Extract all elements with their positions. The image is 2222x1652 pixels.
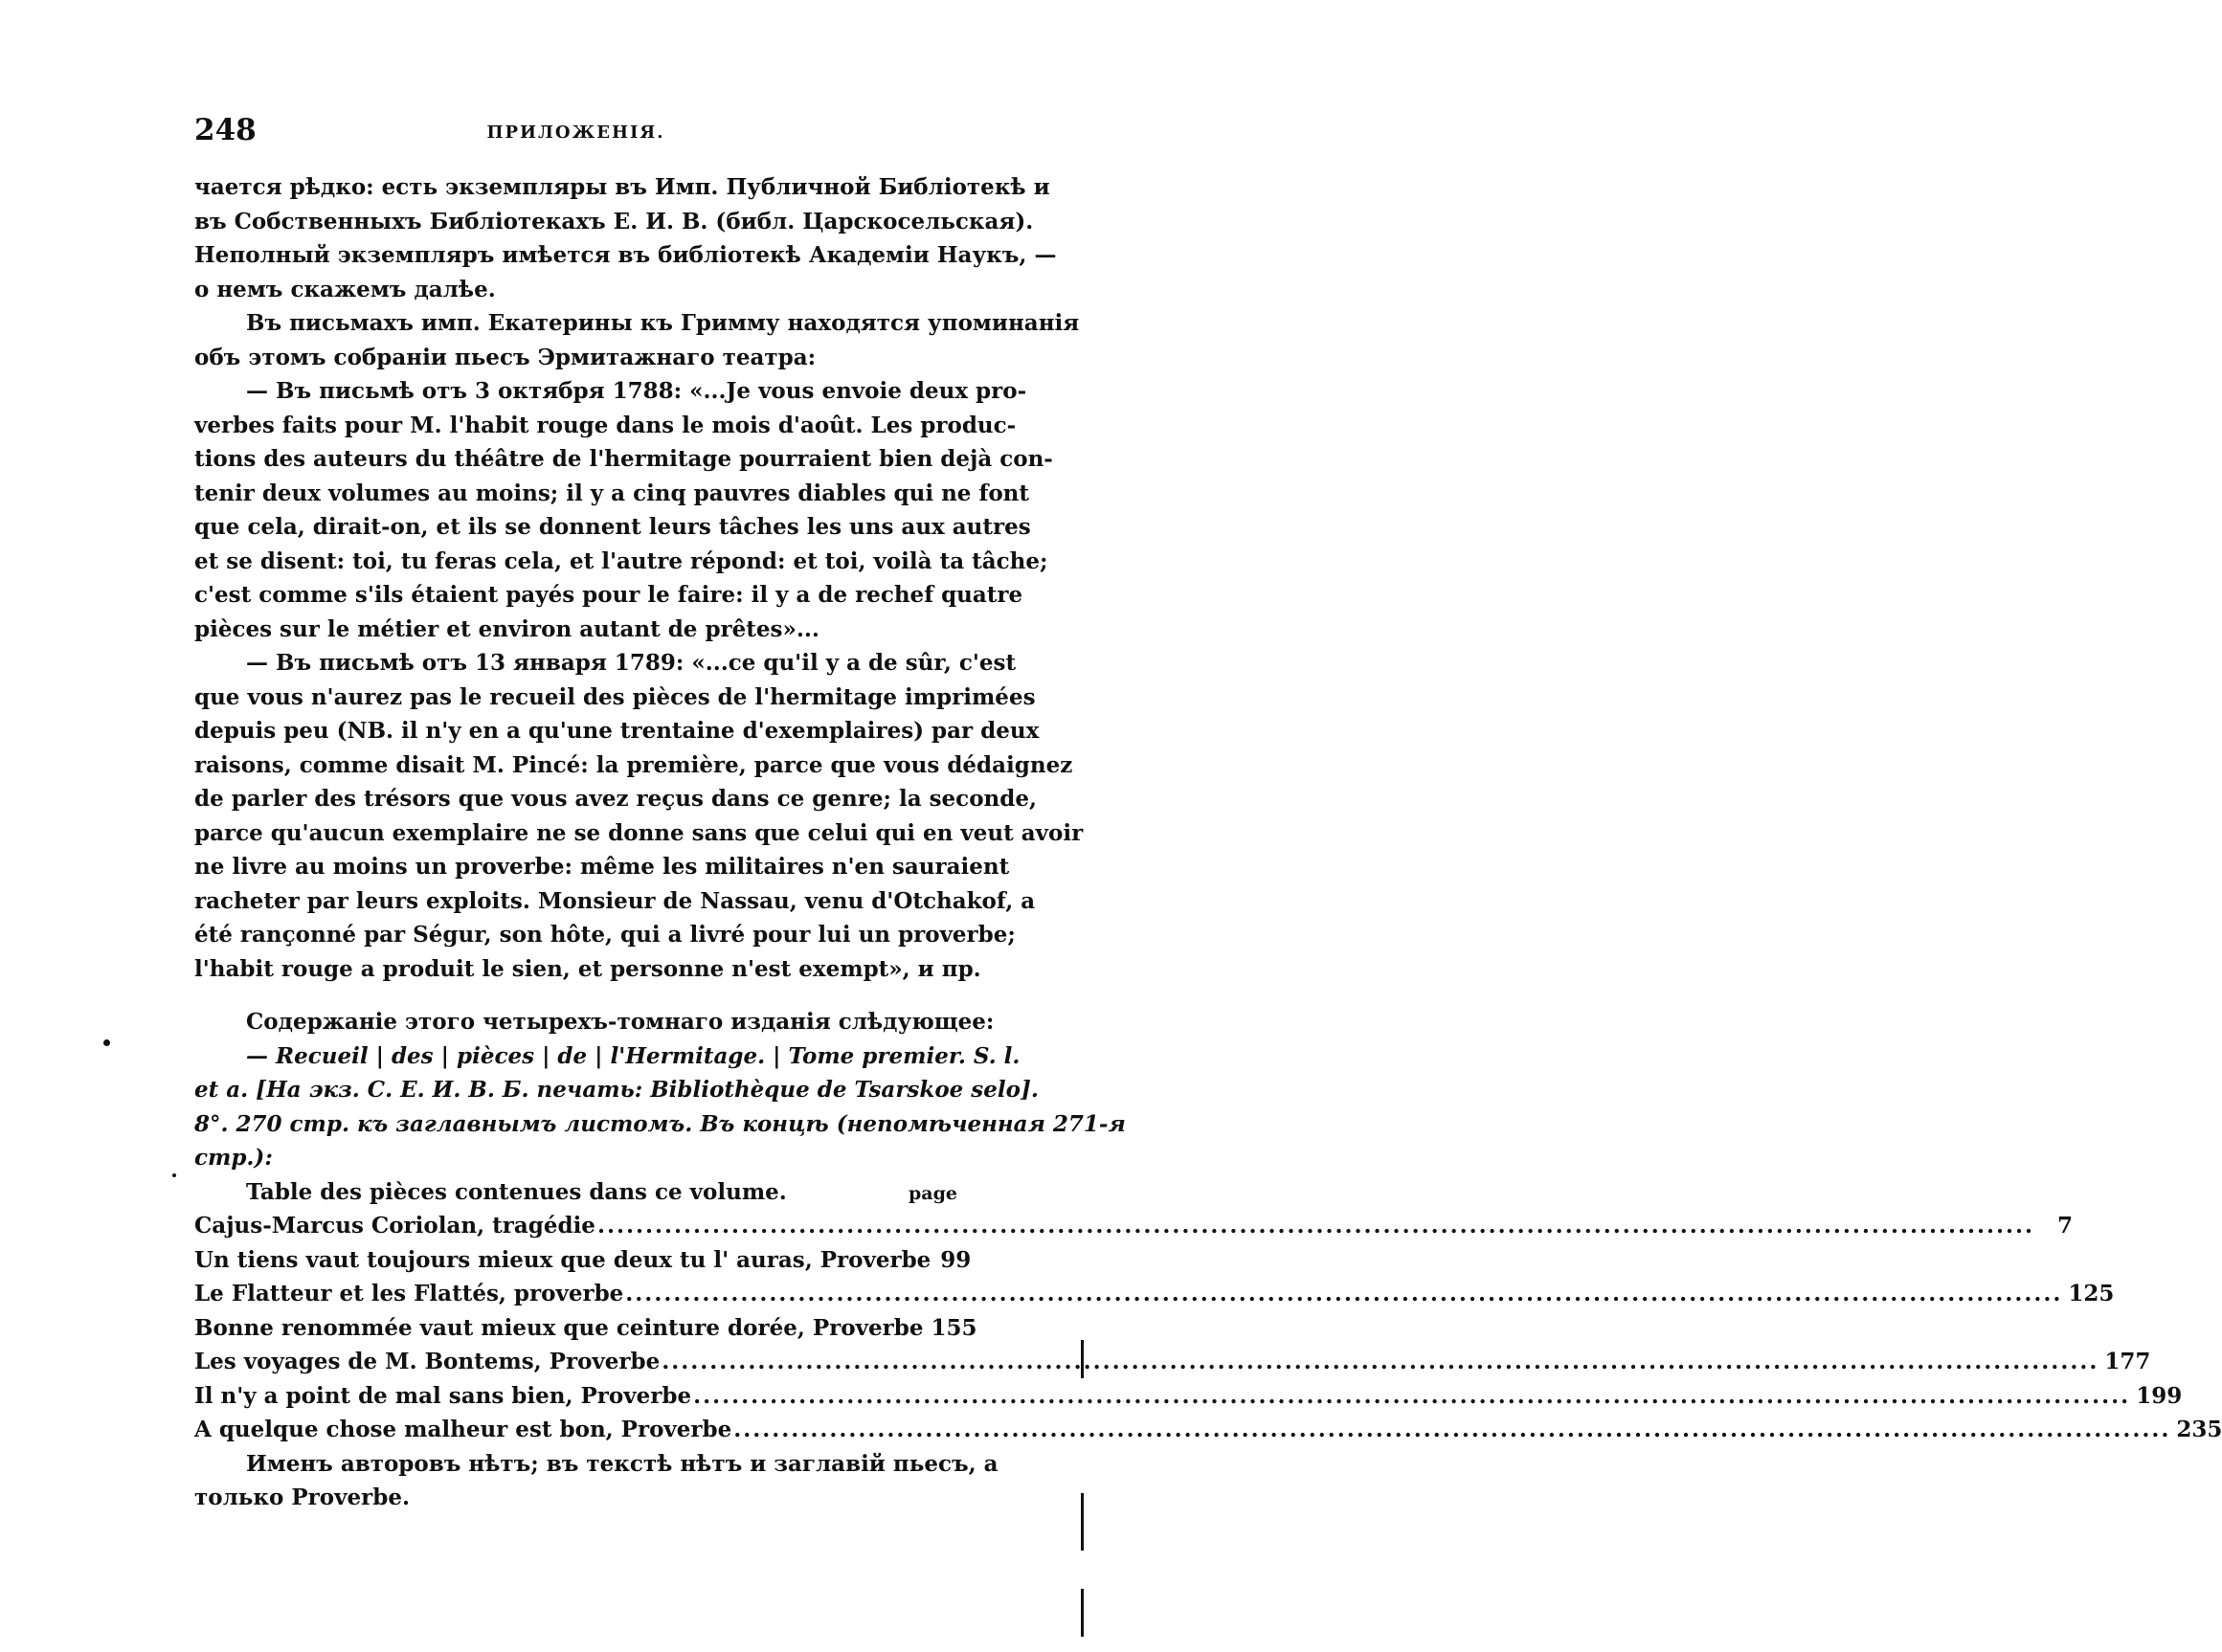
- toc-entry: [194, 1277, 2115, 1311]
- toc-leader-dots: [597, 1209, 2034, 1243]
- text-line: только Proverbe.: [194, 1485, 410, 1510]
- toc-heading-row: [194, 1175, 957, 1210]
- toc-entry-title: A quelque chose malheur est bon, Proverbe: [194, 1417, 732, 1442]
- text-line: стр.):: [194, 1145, 273, 1171]
- toc-entry: [194, 1209, 2074, 1243]
- edge-scan-mark: [1081, 1340, 1084, 1378]
- toc-entry-page: 177: [2104, 1349, 2151, 1374]
- toc-leader-dots: [733, 1413, 2170, 1447]
- toc-entry: [194, 1345, 2151, 1379]
- text-line: — Recueil | des | pièces | de | l'Hermitage. | Tome premier. S. l.: [246, 1042, 1021, 1069]
- page-body: [194, 170, 2222, 1515]
- toc-entry-page: 235: [2176, 1417, 2222, 1442]
- text-line: — Въ письмѣ отъ 13 января 1789: «...ce qu'il y a de sûr, c'est: [246, 650, 1017, 676]
- toc-page-label: page: [909, 1182, 957, 1204]
- toc-entry: [194, 1243, 972, 1278]
- text-line: чается рѣдко: есть экземпляры въ Имп. Публичной Библіотекѣ и: [194, 174, 1050, 200]
- toc-entry-title: Le Flatteur et les Flattés, proverbe: [194, 1281, 624, 1306]
- text-line: que cela, dirait-on, et ils se donnent leurs tâches les uns aux autres: [194, 514, 1031, 540]
- toc-entry-page: 155: [931, 1314, 977, 1341]
- text-line: c'est comme s'ils étaient payés pour le faire: il y a de rechef quatre: [194, 582, 1023, 608]
- text-line: l'habit rouge a produit le sien, et personne n'est exempt», и пр.: [194, 955, 981, 982]
- text-line: depuis peu (NB. il n'y en a qu'une trentaine d'exemplaires) par deux: [194, 718, 1040, 744]
- title-description: [194, 1039, 1126, 1175]
- text-line: été rançonné par Ségur, son hôte, qui a livré pour lui un proverbe;: [194, 922, 1016, 948]
- text-line: объ этомъ собраніи пьесъ Эрмитажнаго театра:: [194, 344, 817, 370]
- toc-leader-dots: [662, 1345, 2099, 1379]
- table-of-contents: [194, 1175, 2222, 1447]
- toc-entry-title: Cajus-Marcus Coriolan, tragédie: [194, 1213, 595, 1239]
- text-line: raisons, comme disait M. Pincé: la première, parce que vous dédaignez: [194, 751, 1073, 778]
- paragraph-letters-intro: [194, 306, 1080, 374]
- toc-entry: [194, 1379, 2183, 1414]
- running-title: ПРИЛОЖЕНІЯ.: [486, 123, 665, 143]
- edge-scan-mark: [1081, 1493, 1084, 1551]
- text-line: parce qu'aucun exemplaire ne se donne sans que celui qui en veut avoir: [194, 819, 1084, 846]
- paragraph-continuation: [194, 170, 1057, 306]
- toc-entry-page: 99: [940, 1246, 972, 1273]
- quote-letter-1788: [194, 374, 1053, 646]
- quote-letter-1789: [194, 646, 1084, 986]
- text-line: pièces sur le métier et environ autant de prêtes»...: [194, 615, 819, 642]
- text-line: — Въ письмѣ отъ 3 октября 1788: «...Je vous envoie deux pro-: [246, 378, 1027, 404]
- text-line: que vous n'aurez pas le recueil des pièces de l'hermitage imprimées: [194, 683, 1036, 710]
- text-line: et se disent: toi, tu feras cela, et l'autre répond: et toi, voilà ta tâche;: [194, 547, 1048, 574]
- text-line: tenir deux volumes au moins; il y a cinq pauvres diables qui ne font: [194, 480, 1030, 506]
- toc-heading: Table des pièces contenues dans ce volume.: [246, 1178, 787, 1205]
- section-gap: [194, 986, 957, 1005]
- text-line: verbes faits pour M. l'habit rouge dans le mois d'août. Les produc-: [194, 412, 1017, 438]
- text-line: de parler des trésors que vous avez reçus dans ce genre; la seconde,: [194, 786, 1037, 812]
- contents-intro: Содержаніе этого четырехъ-томнаго изданія слѣдующее:: [246, 1009, 995, 1035]
- toc-entry: [194, 1311, 977, 1346]
- margin-dot-mark: [103, 1039, 110, 1046]
- text-line: racheter par leurs exploits. Monsieur de Nassau, venu d'Otchakof, a: [194, 887, 1036, 914]
- text-line: Въ письмахъ имп. Екатерины къ Гримму находятся упоминанія: [246, 310, 1080, 336]
- margin-dot-mark: [172, 1173, 176, 1177]
- text-line: о немъ скажемъ далѣе.: [194, 276, 496, 302]
- text-line: Именъ авторовъ нѣтъ; въ текстѣ нѣтъ и заглавій пьесъ, а: [246, 1450, 999, 1477]
- toc-entry: [194, 1413, 2222, 1447]
- page-number: 248: [194, 113, 257, 147]
- edge-scan-mark: [1081, 1589, 1084, 1637]
- toc-entry-title: Il n'y a point de mal sans bien, Proverbe: [194, 1382, 692, 1409]
- toc-entry-title: Un tiens vaut toujours mieux que deux tu l' auras, Proverbe: [194, 1246, 931, 1273]
- toc-entry-page: 125: [2068, 1281, 2115, 1306]
- toc-entry-title: Bonne renommée vaut mieux que ceinture dorée, Proverbe: [194, 1314, 924, 1341]
- text-line: tions des auteurs du théâtre de l'hermitage pourraient bien dejà con-: [194, 446, 1053, 472]
- closing-paragraph: [194, 1447, 999, 1515]
- text-line: ne livre au moins un proverbe: même les militaires n'en sauraient: [194, 854, 1010, 880]
- text-line: 8°. 270 стр. къ заглавнымъ листомъ. Въ концѣ (непомѣченная 271-я: [194, 1110, 1126, 1137]
- toc-leader-dots: [625, 1277, 2062, 1311]
- toc-entry-title: Les voyages de M. Bontems, Proverbe: [194, 1349, 661, 1374]
- text-line: et a. [На экз. С. Е. И. В. Б. печать: Bibliothèque de Tsarskoe selo].: [194, 1077, 1039, 1103]
- text-line: Неполный экземпляръ имѣется въ библіотекѣ Академіи Наукъ, —: [194, 242, 1057, 268]
- toc-entry-page: 7: [2057, 1213, 2074, 1239]
- toc-leader-dots: [693, 1379, 2130, 1414]
- text-line: въ Собственныхъ Библіотекахъ Е. И. В. (библ. Царскосельская).: [194, 208, 1034, 234]
- page-header: [194, 113, 957, 151]
- toc-entry-page: 199: [2136, 1382, 2183, 1409]
